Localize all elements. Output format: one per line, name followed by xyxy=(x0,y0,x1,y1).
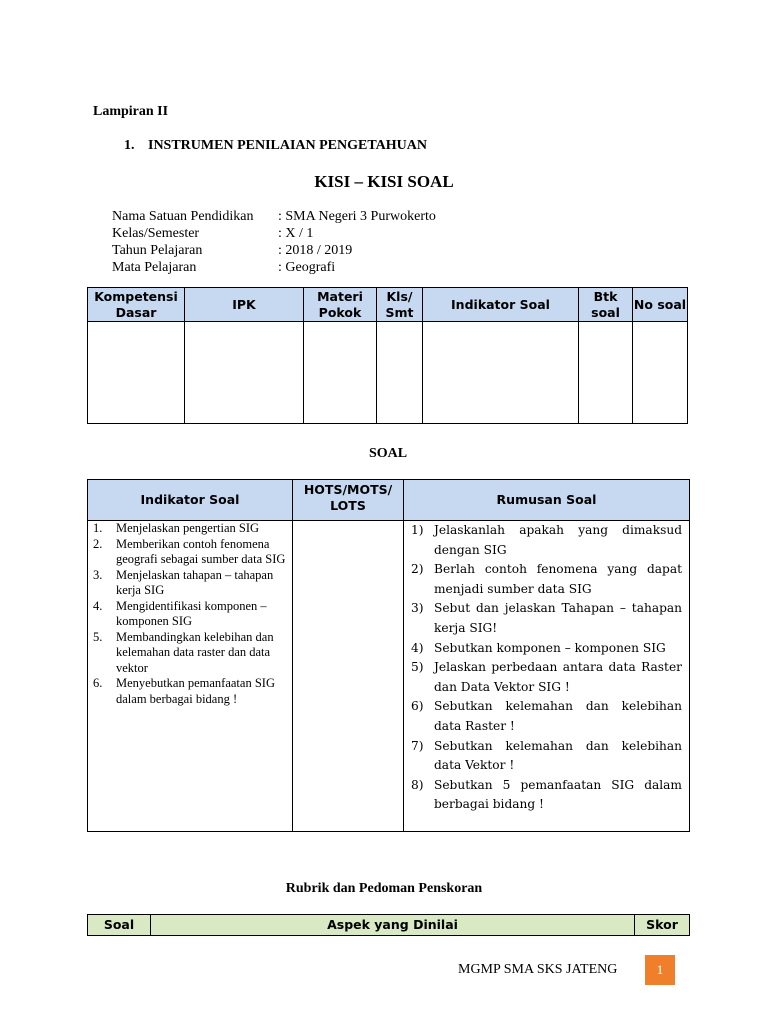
item-text: Sebutkan 5 pemanfaatan SIG dalam berbagai bidang ! xyxy=(434,777,682,812)
item-number: 1. xyxy=(93,521,103,535)
hots-mots-lots-cell xyxy=(293,521,404,832)
item-text: Sebutkan kelemahan dan kelebihan data Raster ! xyxy=(434,699,682,733)
header-kls-smt: Kls/ Smt xyxy=(377,288,423,322)
list-item xyxy=(404,737,682,776)
header-materi-pokok: Materi Pokok xyxy=(304,288,377,322)
indikator-list xyxy=(88,521,292,707)
soal-table xyxy=(87,479,690,832)
item-number: 4. xyxy=(93,598,103,613)
list-item xyxy=(88,599,286,630)
list-item xyxy=(404,599,682,638)
page-number: 1 xyxy=(645,955,675,985)
table-cell xyxy=(377,322,423,424)
list-item xyxy=(404,658,682,697)
table-cell xyxy=(423,322,579,424)
table-header-row xyxy=(88,288,688,322)
info-value: : Geografi xyxy=(278,260,336,275)
item-text: Menjelaskan pengertian SIG xyxy=(116,521,260,535)
footer-text: MGMP SMA SKS JATENG xyxy=(458,962,618,977)
item-text: Memberikan contoh fenomena geografi sebagai sumber data SIG xyxy=(116,536,286,566)
header-btk-soal: Btk soal xyxy=(579,288,633,322)
info-label: Tahun Pelajaran xyxy=(112,243,203,258)
header-no-soal: No soal xyxy=(633,288,688,322)
header-rumusan-soal: Rumusan Soal xyxy=(404,480,690,521)
item-text: Sebutkan kelemahan dan kelebihan data Vektor ! xyxy=(434,738,682,773)
list-item xyxy=(404,639,682,659)
soal-heading: SOAL xyxy=(368,446,408,461)
table-cell xyxy=(88,322,185,424)
item-number: 6) xyxy=(411,699,424,714)
table-row xyxy=(88,322,688,424)
item-number: 7) xyxy=(411,738,424,753)
item-text: Mengidentifikasi komponen – komponen SIG xyxy=(116,598,267,628)
item-text: Jelaskanlah apakah yang dimaksud dengan SIG xyxy=(434,523,682,557)
lampiran-label: Lampiran II xyxy=(93,104,169,119)
table-cell xyxy=(304,322,377,424)
info-label: Kelas/Semester xyxy=(112,226,200,241)
list-item xyxy=(88,568,286,599)
item-text: Sebutkan komponen – komponen SIG xyxy=(434,640,666,655)
item-number: 5. xyxy=(93,629,103,644)
item-text: Menyebutkan pemanfaatan SIG dalam berbagai bidang ! xyxy=(116,676,275,706)
item-number: 2. xyxy=(93,536,103,551)
info-value: : 2018 / 2019 xyxy=(278,243,353,258)
list-item xyxy=(404,521,682,560)
list-item xyxy=(404,697,682,736)
page-title: KISI – KISI SOAL xyxy=(314,172,454,191)
item-number: 8) xyxy=(411,777,424,792)
info-label: Nama Satuan Pendidikan xyxy=(112,209,254,224)
list-item xyxy=(88,676,286,707)
table-row xyxy=(88,521,690,832)
item-text: Membandingkan kelebihan dan kelemahan data raster dan data vektor xyxy=(116,629,274,675)
section-number: 1. xyxy=(124,138,135,153)
item-number: 1) xyxy=(411,523,424,537)
header-kompetensi-dasar: Kompetensi Dasar xyxy=(88,288,185,322)
section-title: INSTRUMEN PENILAIAN PENGETAHUAN xyxy=(148,138,427,153)
list-item xyxy=(404,560,682,599)
indikator-cell xyxy=(88,521,293,832)
table-cell xyxy=(633,322,688,424)
list-item xyxy=(88,537,286,568)
kisi-table xyxy=(87,287,688,424)
item-number: 4) xyxy=(411,640,424,655)
item-text: Menjelaskan tahapan – tahapan kerja SIG xyxy=(116,567,274,597)
item-number: 3) xyxy=(411,601,424,616)
item-text: Jelaskan perbedaan antara data Raster dan Data Vektor SIG ! xyxy=(434,660,682,694)
item-number: 3. xyxy=(93,567,103,582)
list-item xyxy=(88,630,286,677)
item-number: 2) xyxy=(411,562,424,577)
item-number: 6. xyxy=(93,676,103,690)
rumusan-cell xyxy=(404,521,690,832)
info-value: : SMA Negeri 3 Purwokerto xyxy=(278,209,436,224)
header-soal: Soal xyxy=(88,915,151,936)
info-value: : X / 1 xyxy=(278,226,314,241)
header-indikator-soal: Indikator Soal xyxy=(423,288,579,322)
header-skor: Skor xyxy=(635,915,690,936)
header-aspek-yang-dinilai: Aspek yang Dinilai xyxy=(151,915,635,936)
header-indikator-soal: Indikator Soal xyxy=(88,480,293,521)
item-text: Sebut dan jelaskan Tahapan – tahapan kerja SIG! xyxy=(434,601,682,635)
rumusan-list xyxy=(404,521,689,815)
header-hots-mots-lots: HOTS/MOTS/ LOTS xyxy=(293,480,404,521)
table-header-row xyxy=(88,480,690,521)
header-ipk: IPK xyxy=(185,288,304,322)
table-header-row xyxy=(88,915,690,936)
table-cell xyxy=(579,322,633,424)
list-item xyxy=(404,776,682,815)
list-item xyxy=(88,521,286,537)
item-number: 5) xyxy=(411,660,424,675)
info-label: Mata Pelajaran xyxy=(112,260,197,275)
table-cell xyxy=(185,322,304,424)
rubrik-table xyxy=(87,914,690,936)
rubrik-heading: Rubrik dan Pedoman Penskoran xyxy=(285,881,483,896)
item-text: Berlah contoh fenomena yang dapat menjadi sumber data SIG xyxy=(434,562,682,596)
